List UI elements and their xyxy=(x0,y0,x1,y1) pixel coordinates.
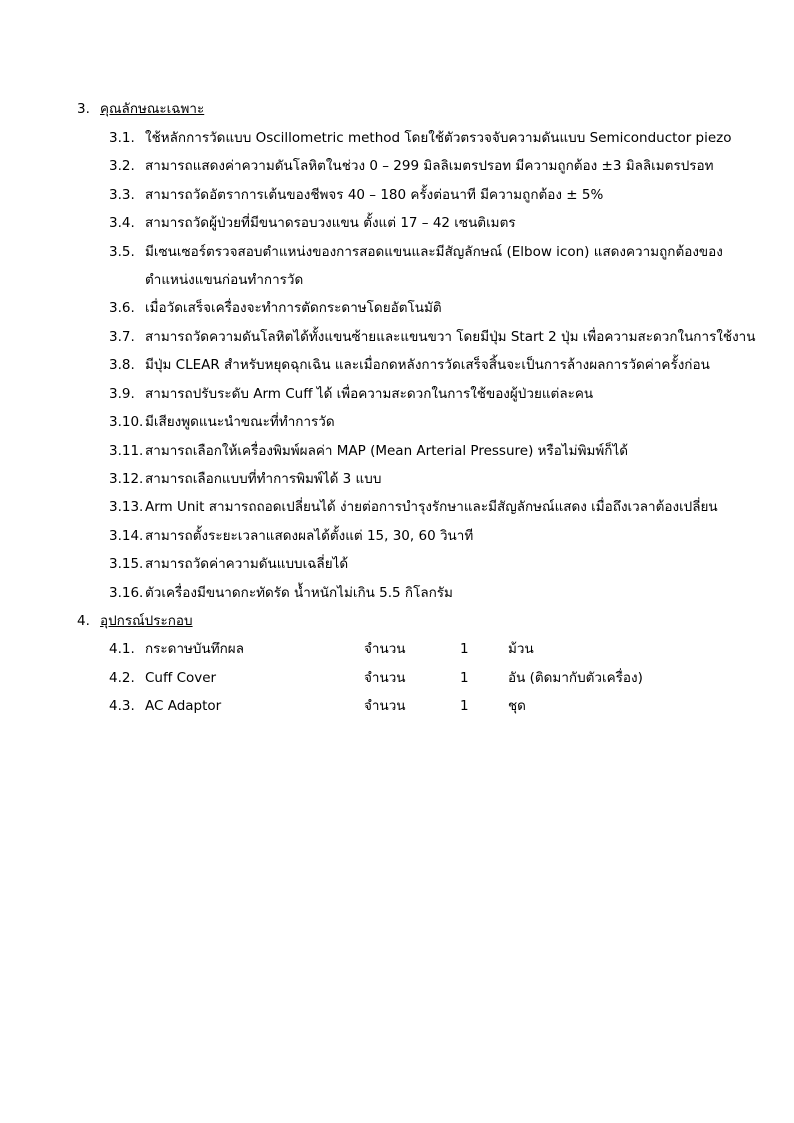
equipment-name: Cuff Cover xyxy=(145,670,217,686)
item-text: มีเสียงพูดแนะนำขณะที่ทำการวัด xyxy=(145,414,335,430)
item-number: 3.7. xyxy=(109,329,135,345)
item-text: มีเซนเซอร์ตรวจสอบตำแหน่งของการสอดแขนและมีสัญลักษณ์ (Elbow icon) แสดงความถูกต้องของ xyxy=(145,244,723,260)
item-number: 3.6. xyxy=(109,300,135,316)
item-number: 3.1. xyxy=(109,130,135,146)
section-title: อุปกรณ์ประกอบ xyxy=(100,613,193,629)
item-text: ใช้หลักการวัดแบบ Oscillometric method โดยใช้ตัวตรวจจับความดันแบบ Semiconductor piezo xyxy=(145,130,732,146)
quantity-value: 1 xyxy=(460,698,469,714)
item-text: สามารถวัดอัตราการเต้นของชีพจร 40 – 180 ครั้งต่อนาที มีความถูกต้อง ± 5% xyxy=(145,187,604,203)
equipment-name: AC Adaptor xyxy=(145,698,222,714)
unit: ม้วน xyxy=(508,641,534,657)
item-text: สามารถตั้งระยะเวลาแสดงผลได้ตั้งแต่ 15, 30, 60 วินาที xyxy=(145,528,474,544)
item-number: 3.4. xyxy=(109,215,135,231)
quantity-label: จำนวน xyxy=(364,641,406,657)
item-number: 3.11. xyxy=(109,443,144,459)
item-text: สามารถวัดผู้ป่วยที่มีขนาดรอบวงแขน ตั้งแต่ 17 – 42 เซนติเมตร xyxy=(145,215,516,231)
item-text: ตำแหน่งแขนก่อนทำการวัด xyxy=(145,272,304,288)
item-text: สามารถปรับระดับ Arm Cuff ได้ เพื่อความสะดวกในการใช้ของผู้ป่วยแต่ละคน xyxy=(145,386,594,402)
item-text: สามารถเลือกให้เครื่องพิมพ์ผลค่า MAP (Mean Arterial Pressure) หรือไม่พิมพ์ก็ได้ xyxy=(145,443,628,459)
item-number: 3.3. xyxy=(109,187,135,203)
item-number: 4.2. xyxy=(109,670,135,686)
item-number: 4.3. xyxy=(109,698,135,714)
item-number: 3.12. xyxy=(109,471,144,487)
item-text: สามารถวัดความดันโลหิตได้ทั้งแขนซ้ายและแขนขวา โดยมีปุ่ม Start 2 ปุ่ม เพื่อความสะดวกในการใช้งาน xyxy=(145,329,756,345)
item-number: 3.10. xyxy=(109,414,144,430)
section-number: 3. xyxy=(77,101,90,117)
section-title: คุณลักษณะเฉพาะ xyxy=(100,101,205,117)
item-number: 3.9. xyxy=(109,386,135,402)
quantity-value: 1 xyxy=(460,670,469,686)
quantity-value: 1 xyxy=(460,641,469,657)
item-number: 3.16. xyxy=(109,585,144,601)
item-number: 3.8. xyxy=(109,357,135,373)
item-text: Arm Unit สามารถถอดเปลี่ยนได้ ง่ายต่อการบำรุงรักษาและมีสัญลักษณ์แสดง เมื่อถึงเวลาต้องเปลี่ยน xyxy=(145,499,718,515)
item-text: มีปุ่ม CLEAR สำหรับหยุดฉุกเฉิน และเมื่อกดหลังการวัดเสร็จสิ้นจะเป็นการล้างผลการวัดค่าครั้งก่อน xyxy=(145,357,710,373)
item-text: สามารถเลือกแบบที่ทำการพิมพ์ได้ 3 แบบ xyxy=(145,471,382,487)
item-text: สามารถแสดงค่าความดันโลหิตในช่วง 0 – 299 มิลลิเมตรปรอท มีความถูกต้อง ±3 มิลลิเมตรปรอท xyxy=(145,158,714,174)
equipment-name: กระดาษบันทึกผล xyxy=(145,641,244,657)
item-number: 3.13. xyxy=(109,499,144,515)
quantity-label: จำนวน xyxy=(364,670,406,686)
item-number: 3.2. xyxy=(109,158,135,174)
item-text: สามารถวัดค่าความดันแบบเฉลี่ยได้ xyxy=(145,556,349,572)
item-number: 3.15. xyxy=(109,556,144,572)
item-number: 4.1. xyxy=(109,641,135,657)
item-number: 3.5. xyxy=(109,244,135,260)
item-text: ตัวเครื่องมีขนาดกะทัดรัด น้ำหนักไม่เกิน 5.5 กิโลกรัม xyxy=(145,585,453,601)
unit: ชุด xyxy=(508,698,526,714)
item-text: เมื่อวัดเสร็จเครื่องจะทำการตัดกระดาษโดยอัตโนมัติ xyxy=(145,300,442,316)
item-number: 3.14. xyxy=(109,528,144,544)
quantity-label: จำนวน xyxy=(364,698,406,714)
section-number: 4. xyxy=(77,613,90,629)
unit: อัน (ติดมากับตัวเครื่อง) xyxy=(508,670,643,686)
